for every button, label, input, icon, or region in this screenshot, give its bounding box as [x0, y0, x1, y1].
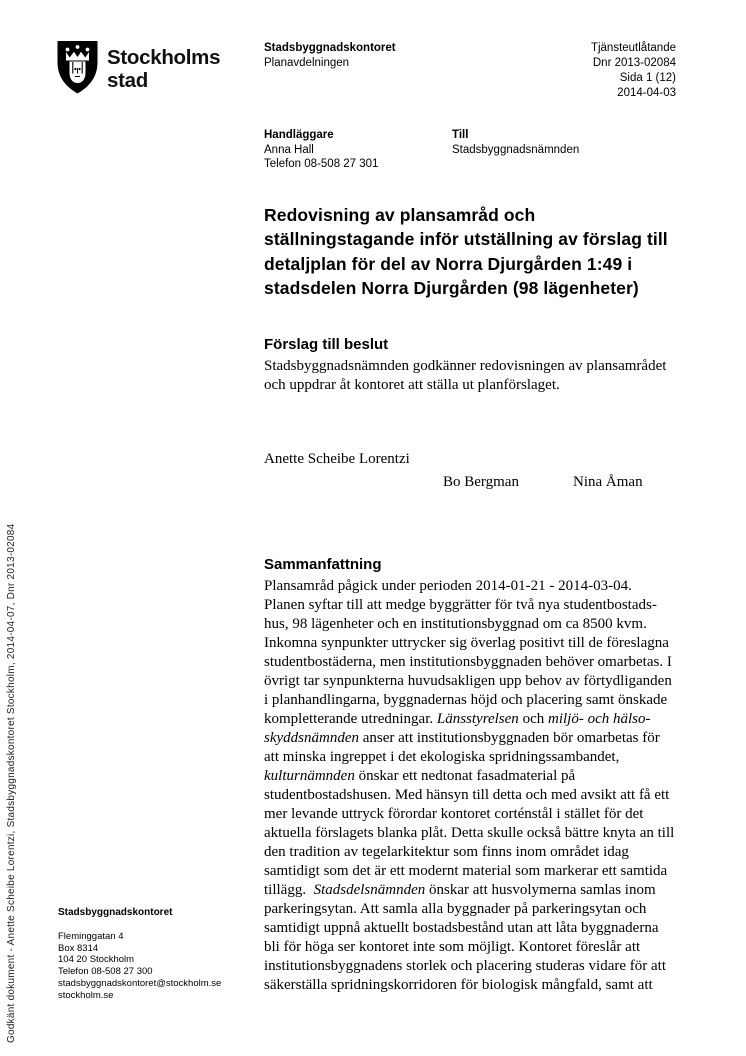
header-right	[591, 41, 676, 101]
header-doc-type: Tjänsteutlåtande	[590, 42, 676, 54]
header-left	[264, 41, 396, 71]
text-line: 104 20 Stockholm	[58, 954, 135, 966]
summary-body	[264, 577, 746, 995]
header-date: 2014-04-03	[617, 87, 676, 99]
signature-second: Bo Bergman	[443, 474, 519, 490]
handler-phone: Telefon 08-508 27 301	[264, 158, 379, 171]
text-line: institutionsbyggnadens storlek och placering studeras vidare för att	[264, 958, 666, 974]
footer-address-block	[58, 931, 221, 1001]
footer-org-name: Stadsbyggnadskontoret	[58, 907, 173, 918]
text-line: kulturnämnden önskar ett nedtonat fasadmaterial på	[264, 768, 576, 784]
logo-wordmark	[107, 46, 220, 92]
header-page-info: Sida 1 (12)	[619, 72, 676, 84]
text-line: parkeringsytan. Att samla alla byggnader på parkeringsytan och	[264, 901, 647, 917]
header-division: Planavdelningen	[264, 57, 350, 69]
text-line: stockholm.se	[58, 989, 114, 1001]
signature-third: Nina Åman	[573, 474, 643, 490]
text-line: i planhandlingarna, byggnadernas höjd och placering samt önskade	[264, 692, 668, 708]
logo-wordmark-line1: Stockholms	[107, 46, 221, 69]
decision-heading: Förslag till beslut	[264, 336, 389, 353]
summary-heading: Sammanfattning	[264, 556, 382, 573]
text-line: Planen syftar till att medge byggrätter för två nya studentbostads-	[264, 597, 657, 613]
text-line: Stadsbyggnadsnämnden godkänner redovisningen av plansamrådet	[264, 358, 667, 374]
text-line: Plansamråd pågick under perioden 2014-01-21 - 2014-03-04.	[264, 578, 632, 594]
handler-label: Handläggare	[264, 129, 334, 141]
text-line: aktuella förslagets blanka plåt. Detta skulle också bättre knyta an till	[264, 825, 675, 841]
handler-block	[264, 128, 378, 172]
text-line: ställningstagande inför utställning av förslag till	[264, 229, 668, 250]
header-department: Stadsbyggnadskontoret	[264, 42, 396, 54]
text-line: mer levande uttryck förordar kontoret corténstål i stället för det	[264, 806, 644, 822]
logo-wordmark-line2: stad	[107, 69, 148, 92]
text-line: Fleminggatan 4	[58, 931, 124, 942]
text-line: att minska ingreppet i det ekologiska spridningssambandet,	[264, 749, 620, 765]
text-line: skyddsnämnden anser att institutionsbyggnaden bör omarbetas för	[264, 730, 660, 746]
recipient-label: Till	[452, 129, 469, 141]
text-line: övrigt tar synpunkterna huvudsakligen upp behov av förtydliganden	[264, 673, 672, 689]
text-line: tillägg. Stadsdelsnämnden önskar att husvolymerna samlas inom	[264, 882, 656, 898]
recipient-value: Stadsbyggnadsnämnden	[452, 143, 580, 156]
recipient-block	[452, 128, 579, 157]
signature-primary: Anette Scheibe Lorentzi	[264, 451, 410, 467]
text-line: kompletterande utredningar. Länsstyrelsen och miljö- och hälso-	[264, 711, 651, 727]
text-line: studentbostäderna, men institutionsbyggnaden behöver omarbetas. I	[264, 654, 672, 670]
text-line: detaljplan för del av Norra Djurgården 1:49 i	[264, 253, 633, 274]
text-line: Inkomna synpunkter uttrycker sig överlag positivt till de föreslagna	[264, 635, 669, 651]
stockholm-stad-shield-icon	[56, 40, 99, 94]
text-line: samtidigt uppnå aktuellt bostadsbestånd utan att låta byggnaderna	[264, 920, 659, 936]
document-title	[264, 203, 734, 300]
handler-name: Anna Hall	[264, 143, 314, 156]
text-line: stadsbyggnadskontoret@stockholm.se	[58, 977, 222, 989]
text-line: bli för höga ser kontoret inte som möjligt. Kontoret föreslår att	[264, 939, 641, 955]
text-line: säkerställa spridningskorridoren för biologisk mångfald, samt att	[264, 977, 653, 993]
text-line: studentbostadshusen. Med hänsyn till detta och med avsikt att få ett	[264, 787, 670, 803]
text-line: stadsdelen Norra Djurgården (98 lägenheter)	[264, 277, 639, 298]
header-dnr: Dnr 2013-02084	[592, 57, 676, 69]
decision-body	[264, 357, 666, 395]
text-line: samtidigt som det är ett modernt material som markerar ett samtida	[264, 863, 668, 879]
text-line: och uppdrar åt kontoret att ställa ut planförslaget.	[264, 377, 560, 393]
text-line: Redovisning av plansamråd och	[264, 205, 536, 225]
text-line: den tradition av tegelarkitektur som finns inom området idag	[264, 844, 629, 860]
approval-note-vertical: Godkänt dokument - Anette Scheibe Lorentzi, Stadsbyggnadskontoret Stockholm, 2014-04-07, Dnr 2013-02084	[6, 523, 17, 1043]
text-line: hus, 98 lägenheter och en institutionsbyggnad om ca 8500 kvm.	[264, 616, 647, 632]
text-line: Box 8314	[58, 942, 99, 954]
text-line: Telefon 08-508 27 300	[58, 966, 153, 978]
